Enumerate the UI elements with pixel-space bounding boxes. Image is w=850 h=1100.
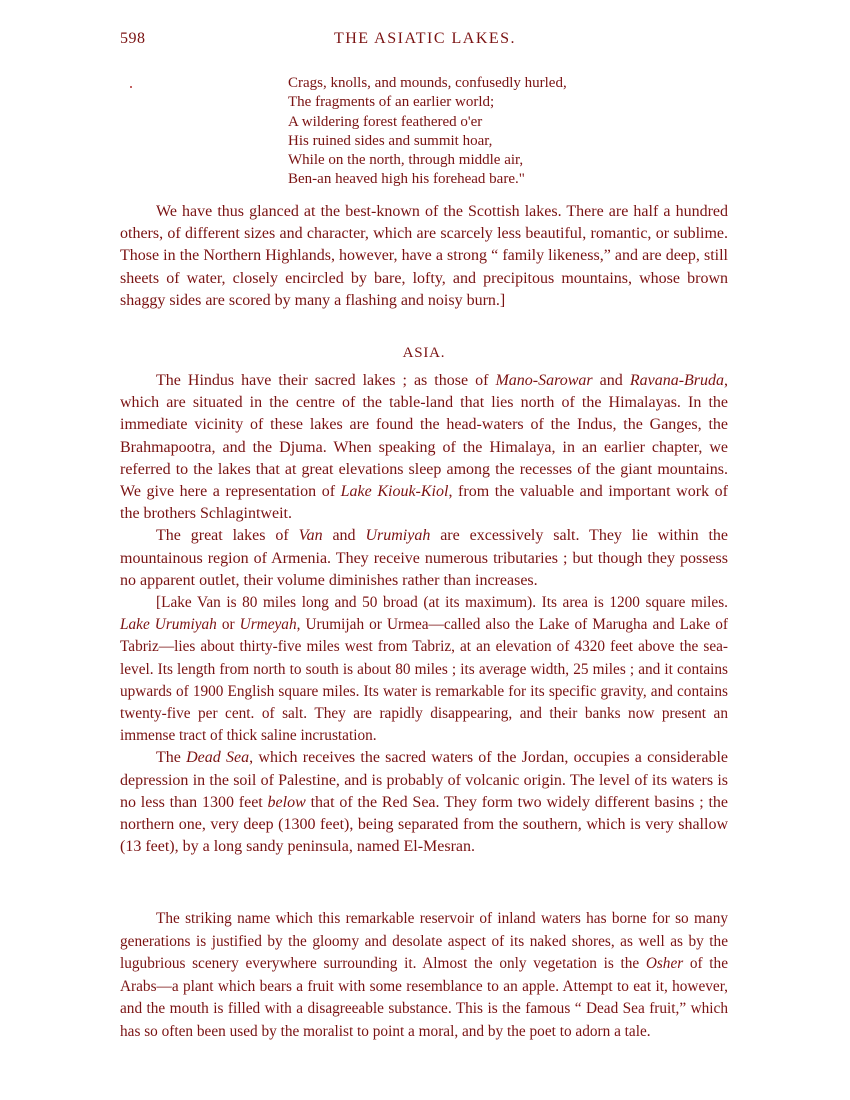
text-run: and (592, 372, 630, 389)
italic-term: Osher (645, 955, 684, 973)
paragraph (120, 592, 728, 747)
text-run: The (156, 749, 187, 767)
text-run: and (322, 527, 366, 545)
italic-term: Urumiyah (365, 527, 431, 545)
asia-text (120, 370, 728, 858)
text-run: The striking name which this remarkable reservoir of inland waters has borne for so many generations is justified by the gloomy and desolate aspect of its naked shores, as well as by the lugubrious scenery everywhere surrounding it. Almost the only vegetation is the (120, 910, 728, 973)
running-head: THE ASIATIC LAKES. (333, 30, 517, 47)
page-number: 598 (120, 30, 146, 47)
poem-line: While on the north, through middle air, (288, 152, 524, 169)
text-run: are excessively salt. They lie within the mountainous region of Armenia. They receive numerous tributaries ; but though they possess no apparent outlet, their volume diminishes rather than increases. (120, 527, 728, 589)
italic-term: Ravana-Bruda (629, 372, 725, 389)
text-run: that of the Red Sea. They form two widely different basins ; the northern one, very deep (1300 feet), being separated from the southern, which is very shallow (13 feet), by a long sandy peninsula, named El-Mesran. (120, 793, 728, 856)
italic-term: Dead Sea (186, 749, 250, 767)
italic-term: Mano-Sarowar (495, 372, 593, 389)
paragraph (120, 525, 728, 592)
paragraph-scottish-lakes: We have thus glanced at the best-known of the Scottish lakes. There are half a hundred others, of different sizes and character, which are scarcely less beautiful, romantic, or sublime. Those in the Northern Highlands, however, have a strong “ family likeness,” and are deep, still sheets of water, closely encircled by bare, lofty, and precipitous mountains, whose brown shaggy sides are scored by many a flashing and noisy burn.] (120, 203, 728, 309)
dead-sea-text (120, 908, 728, 1044)
text-run: of the Arabs—a plant which bears a fruit with some resemblance to an apple. Attempt to eat it, however, and the mouth is filled with a disagreeable substance. This is the famous “ Dead Sea fruit,” which has so often been used by the moralist to point a moral, and by the poet to adorn a tale. (120, 955, 728, 1040)
paragraph (120, 908, 728, 1044)
text-run: , which receives the sacred waters of the Jordan, occupies a considerable depression in the soil of Palestine, and is probably of volcanic origin. The level of its waters is no less than 1300 feet (120, 749, 728, 811)
text-run: The Hindus have their sacred lakes ; as those of (156, 372, 496, 389)
text-run: The great lakes of (156, 527, 299, 545)
text-run: , which are situated in the centre of the table-land that lies north of the Himalayas. In the immediate vicinity of these lakes are found the head-waters of the Indus, the Ganges, the Brahmapootra, and the Djuma. When speaking of the Himalaya, in an earlier chapter, we referred to the lakes that at great elevations sleep among the recesses of the giant mountains. We give here a representation of (120, 372, 729, 501)
page-header (120, 30, 730, 54)
poem-quotation (288, 74, 708, 190)
text-run: , from the valuable and important work of the brothers Schlagintweit. (120, 483, 728, 523)
italic-term: Lake Urumiyah (120, 616, 217, 634)
text-run: or (216, 616, 240, 634)
poem-line: His ruined sides and summit hoar, (288, 132, 493, 149)
section-heading-asia: ASIA. (402, 345, 446, 361)
poem-line: Ben-an heaved high his forehead bare." (288, 171, 525, 188)
text-run: , Urumijah or Urmea—called also the Lake of Marugha and Lake of Tabriz—lies about thirty-five miles west from Tabriz, at an elevation of 4320 feet above the sea-level. Its length from north to south is about 80 miles ; its average width, 25 miles ; and it contains upwards of 1900 English square miles. Its water is remarkable for its specific gravity, and contains twenty-five per cent. of salt. They are rapidly disappearing, and their banks now present an immense tract of thick saline incrustation. (120, 616, 729, 745)
poem-line: Crags, knolls, and mounds, confusedly hurled, (288, 75, 567, 91)
italic-term: Lake Kiouk-Kiol (340, 483, 449, 501)
italic-term: Van (298, 527, 323, 545)
intro-text (120, 201, 728, 312)
paragraph (120, 370, 728, 525)
paragraph (120, 747, 728, 858)
italic-term: Urmeyah (239, 616, 297, 634)
stray-mark (130, 86, 132, 88)
poem-line: A wildering forest feathered o'er (288, 113, 483, 130)
italic-term: below (267, 793, 306, 811)
poem-line: The fragments of an earlier world; (288, 94, 495, 111)
text-run: [Lake Van is 80 miles long and 50 broad (at its maximum). Its area is 1200 square miles. (156, 594, 728, 612)
